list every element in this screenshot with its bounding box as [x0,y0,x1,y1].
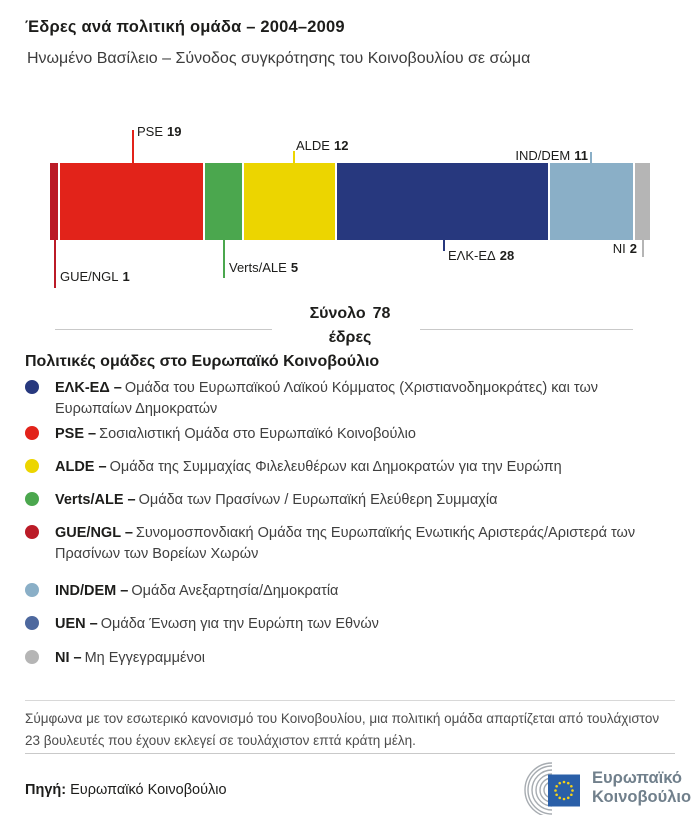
callout-group-name: ΕΛΚ-ΕΔ [448,248,496,263]
legend-text [55,457,670,478]
footnote-text: Σύμφωνα με τον εσωτερικό κανονισμό του Κοινοβουλίου, μια πολιτική ομάδα απαρτίζεται από τουλάχιστον 23 βουλευτές που έχουν εκλεγεί σε τουλάχιστον επτά κράτη μέλη. [25,711,660,748]
callout-seat-count: 19 [167,124,182,139]
bar-segment-ind-dem [550,163,633,240]
eu-flag-icon [548,775,580,807]
total-separator-line-right [420,329,633,330]
legend-dot-elk-ed [25,380,39,394]
bar-segment-ελκ-εδ [337,163,548,240]
legend-text [55,424,670,445]
callout-label [137,124,181,139]
callout-tick [443,240,445,251]
legend-item-alde [25,457,670,478]
legend-desc: Ομάδα Ανεξαρτησία/Δημοκρατία [131,583,339,599]
legend-item-elk-ed [25,378,670,420]
callout-group-name: PSE [137,124,164,139]
legend-dot-uen [25,616,39,630]
callout-tick [590,152,592,163]
stacked-bar [50,163,650,240]
callout-label [296,138,348,153]
callout-label [448,248,514,263]
callout-seat-count: 28 [499,248,515,263]
callout-tick [293,151,295,163]
legend-text [55,648,670,669]
legend-desc: Ομάδα της Συμμαχίας Φιλελευθέρων και Δημοκρατών για την Ευρώπη [109,459,562,475]
source-label: Πηγή: [25,782,67,798]
callout-label [60,269,130,284]
legend-desc: Μη Εγγεγραμμένοι [84,650,205,666]
callout-group-name: Verts/ALE [229,260,287,275]
page-subtitle: Ηνωμένο Βασίλειο – Σύνοδος συγκρότησης του Κοινοβουλίου σε σώμα [27,50,531,67]
logo-wordmark [592,769,691,807]
footer-divider [25,753,675,754]
legend-desc: Συνομοσπονδιακή Ομάδα της Ευρωπαϊκής Ενωτικής Αριστεράς/Αριστερά των Πρασίνων των Βορείων Χωρών [55,525,636,562]
legend-abbr: UEN – [55,616,98,632]
legend-desc: Ομάδα Ένωση για την Ευρώπη των Εθνών [100,616,379,632]
total-seats [272,302,428,350]
legend-item-ni [25,648,670,669]
legend-desc: Ομάδα των Πρασίνων / Ευρωπαϊκή Ελεύθερη Συμμαχία [138,492,498,508]
callout-group-name: ALDE [296,138,330,153]
callout-seat-count: 2 [629,241,637,256]
logo-line2: Κοινοβούλιο [592,788,692,806]
callout-group-name: IND/DEM [515,148,571,163]
legend-dot-gue-ngl [25,525,39,539]
legend-item-pse [25,424,670,445]
legend-dot-ind-dem [25,583,39,597]
legend-text [55,523,670,565]
legend-text [55,490,670,511]
legend-abbr: Verts/ALE – [55,492,136,508]
legend-dot-ni [25,650,39,664]
footnote-divider [25,700,675,701]
bar-segment-pse [60,163,203,240]
legend-item-uen [25,614,670,635]
legend-item-ind-dem [25,581,670,602]
callout-seat-count: 12 [333,138,349,153]
total-value: 78 [372,305,391,322]
bar-segment-ni [635,163,650,240]
callout-tick [54,240,56,288]
total-separator-line-left [55,329,272,330]
legend-text [55,614,670,635]
source-value: Ευρωπαϊκό Κοινοβούλιο [70,782,227,798]
callout-group-name: NI [612,241,626,256]
legend-desc: Σοσιαλιστική Ομάδα στο Ευρωπαϊκό Κοινοβούλιο [99,426,416,442]
legend-abbr: ΕΛΚ-ΕΔ – [55,380,122,396]
legend-abbr: GUE/NGL – [55,525,133,541]
legend-text [55,378,670,420]
total-unit: έδρες [328,329,372,346]
callout-seat-count: 11 [574,148,588,163]
legend-abbr: IND/DEM – [55,583,129,599]
legend-abbr: PSE – [55,426,97,442]
page-title: Έδρες ανά πολιτική ομάδα – 2004–2009 [25,18,345,36]
legend-dot-alde [25,459,39,473]
legend-item-verts-ale [25,490,670,511]
bar-segment-gue-ngl [50,163,58,240]
legend-text [55,581,670,602]
legend-heading: Πολιτικές ομάδες στο Ευρωπαϊκό Κοινοβούλιο [25,353,380,370]
legend-abbr: NI – [55,650,82,666]
legend-desc: Ομάδα του Ευρωπαϊκού Λαϊκού Κόμματος (Χριστιανοδημοκράτες) και των Ευρωπαίων Δημοκρατών [55,380,599,417]
callout-tick [642,240,644,257]
callout-seat-count: 1 [122,269,130,284]
source-line [25,782,227,798]
callout-label [613,241,637,256]
hemicycle-icon [525,763,552,815]
callout-tick [132,130,134,163]
legend-dot-pse [25,426,39,440]
legend-item-gue-ngl [25,523,670,565]
bar-segment-alde [244,163,334,240]
legend-abbr: ALDE – [55,459,107,475]
callout-seat-count: 5 [290,260,299,275]
callout-tick [223,240,225,278]
logo-line1: Ευρωπαϊκό [592,769,682,787]
legend-dot-verts-ale [25,492,39,506]
callout-label [229,260,298,275]
callout-label [515,148,588,163]
bar-segment-verts-ale [205,163,243,240]
total-label: Σύνολο [309,305,366,322]
callout-group-name: GUE/NGL [60,269,119,284]
total-seats-line1 [272,302,428,326]
